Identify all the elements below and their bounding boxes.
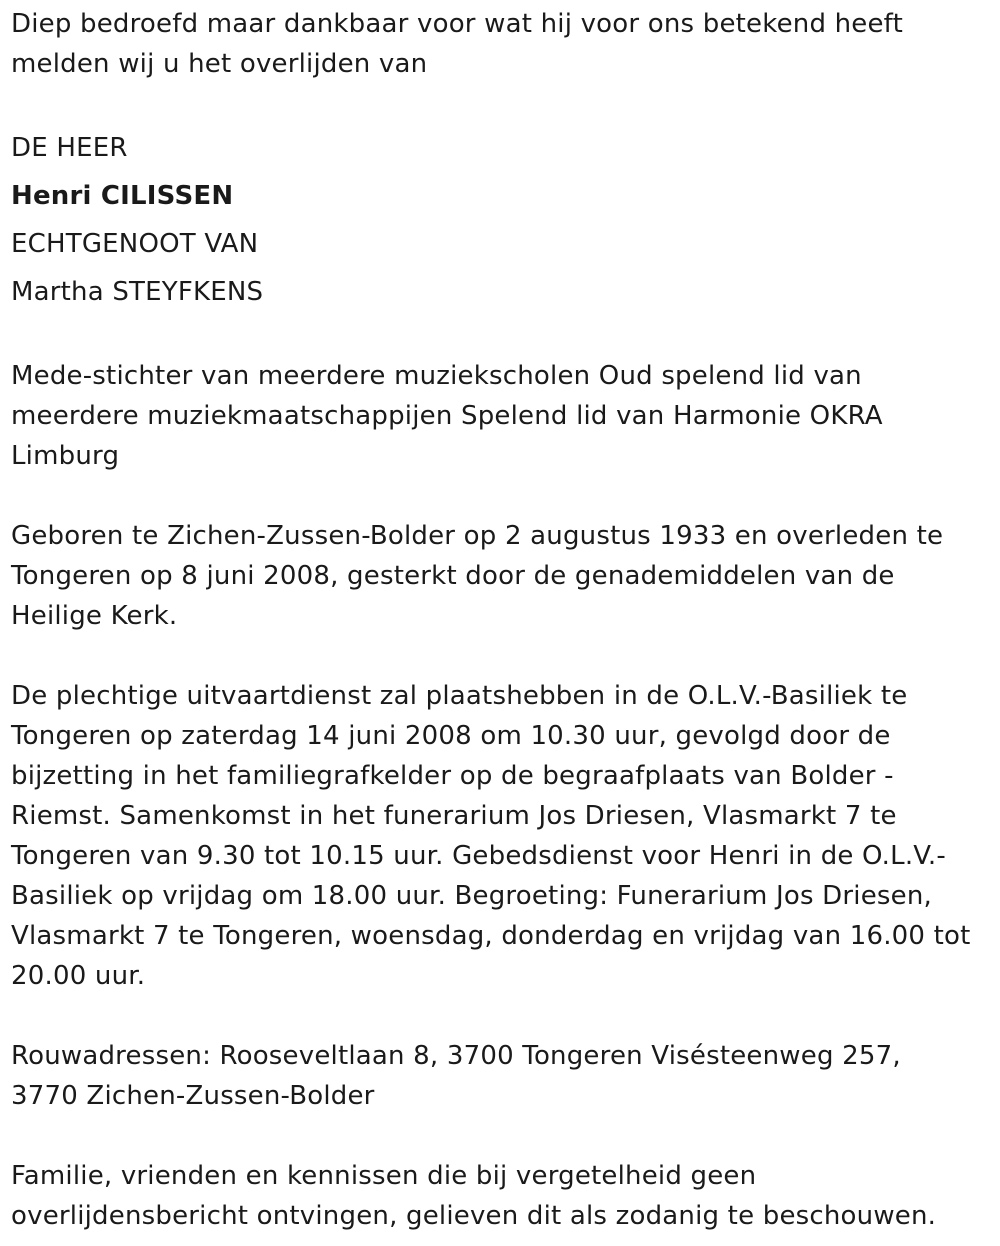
intro-text: Diep bedroefd maar dankbaar voor wat hij voor ons betekend heeft melden wij u het overlijden van xyxy=(11,9,903,79)
spouse-name: Martha STEYFKENS xyxy=(11,277,264,307)
deceased-name: Henri CILISSEN xyxy=(11,181,234,211)
closing-paragraph: Familie, vrienden en kennissen die bij vergetelheid geen overlijdensbericht ontvingen, gelieven dit als zodanig te beschouwen. xyxy=(11,1161,937,1231)
deceased-heading xyxy=(11,124,975,316)
title-text: DE HEER xyxy=(11,133,128,163)
relation-text: ECHTGENOOT VAN xyxy=(11,229,259,259)
birth-death-paragraph: Geboren te Zichen-Zussen-Bolder op 2 augustus 1933 en overleden te Tongeren op 8 juni 2008, gesterkt door de genademiddelen van de Heilige Kerk. xyxy=(11,521,944,631)
merits-paragraph: Mede-stichter van meerdere muziekscholen Oud spelend lid van meerdere muziekmaatschappijen Spelend lid van Harmonie OKRA Limburg xyxy=(11,361,883,471)
funeral-paragraph: De plechtige uitvaartdienst zal plaatshebben in de O.L.V.-Basiliek te Tongeren op zaterdag 14 juni 2008 om 10.30 uur, gevolgd door de bijzetting in het familiegrafkelder op de begraafplaats van Bolder - Riemst. Samenkomst in het funerarium Jos Driesen, Vlasmarkt 7 te Tongeren van 9.30 tot 10.15 uur. Gebedsdienst voor Henri in de O.L.V.-Basiliek op vrijdag om 18.00 uur. Begroeting: Funerarium Jos Driesen, Vlasmarkt 7 te Tongeren, woensdag, donderdag en vrijdag van 16.00 tot 20.00 uur. xyxy=(11,681,971,991)
addresses-paragraph: Rouwadressen: Rooseveltlaan 8, 3700 Tongeren Visésteenweg 257, 3770 Zichen-Zussen-Bolder xyxy=(11,1041,901,1111)
